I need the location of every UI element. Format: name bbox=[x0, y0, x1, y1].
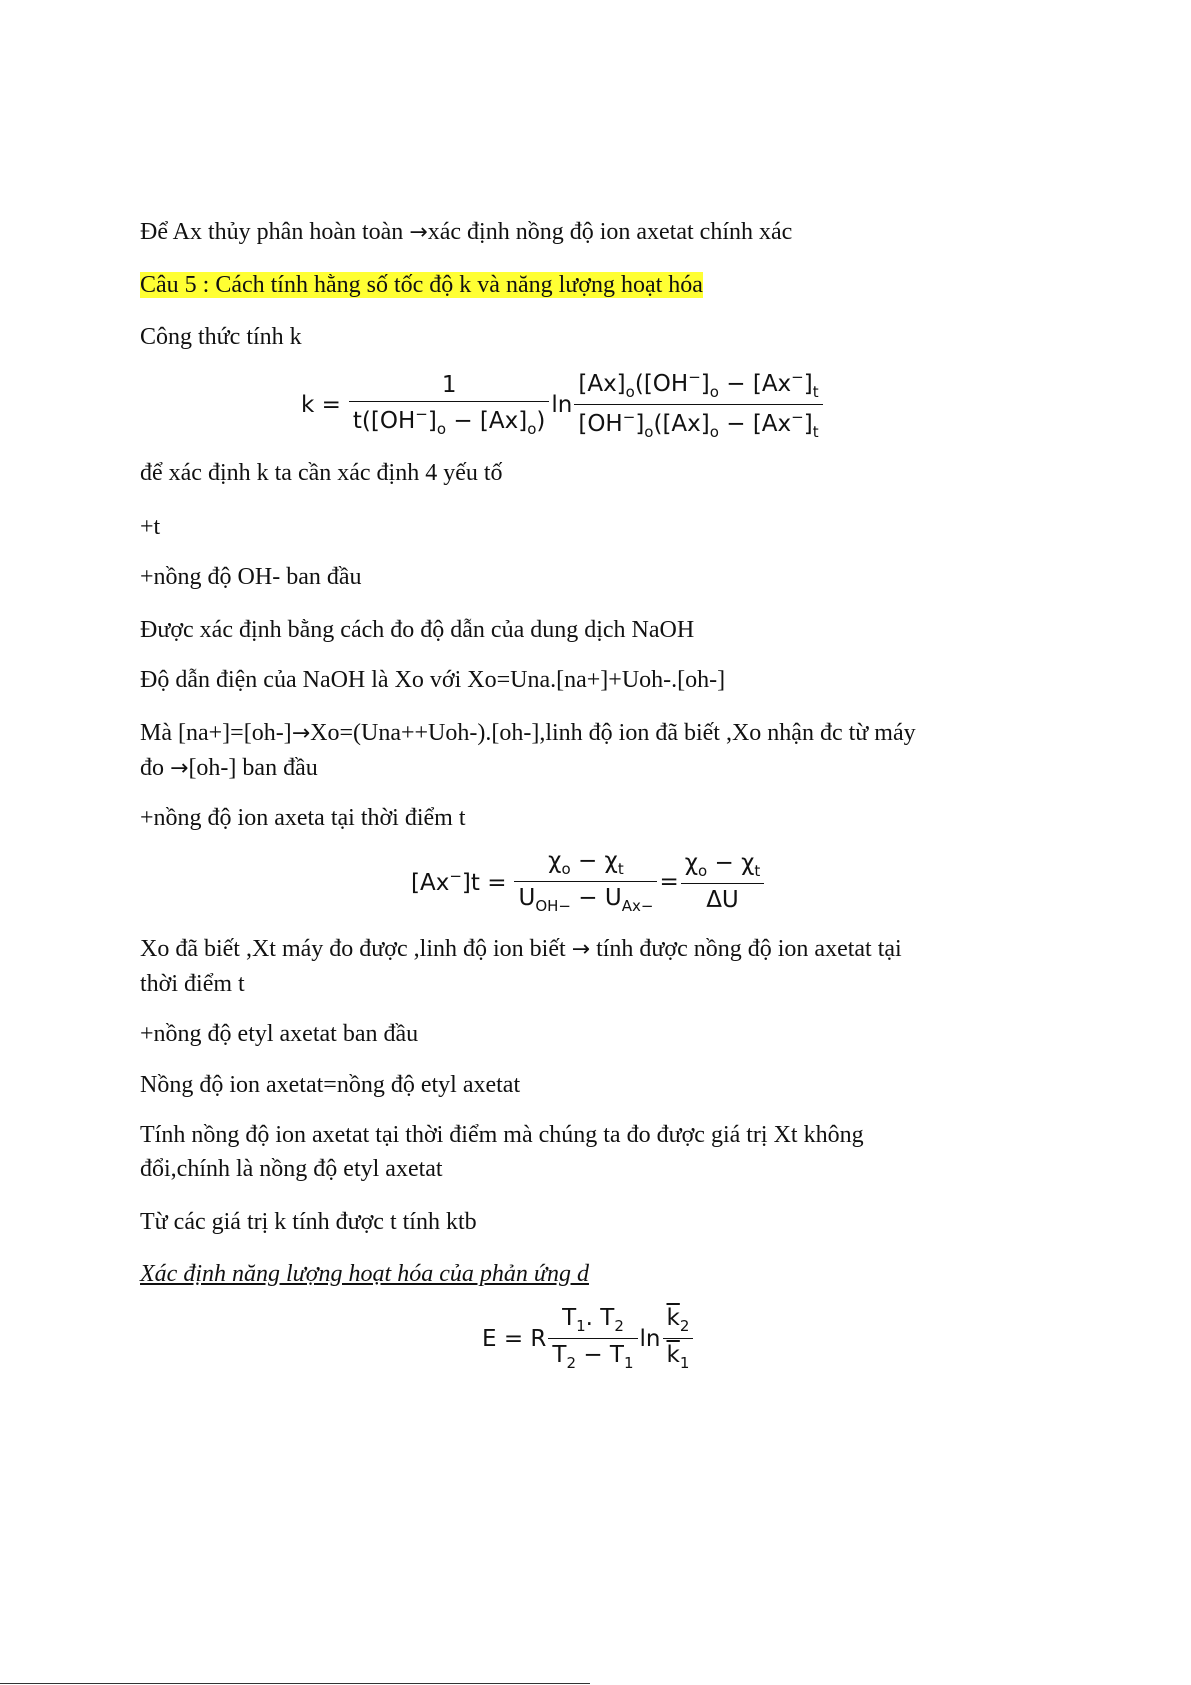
question-heading bbox=[140, 268, 1040, 302]
paragraph-xo-known: Xo đã biết ,Xt máy đo được ,linh độ ion biết → tính được nồng độ ion axetat tại thời điểm t bbox=[140, 936, 902, 997]
paragraph-ktb: Từ các giá trị k tính được t tính ktb bbox=[140, 1209, 477, 1235]
paragraph-oh-initial: +nồng độ OH- ban đầu bbox=[140, 564, 362, 590]
paragraph-four-factors: để xác định k ta cần xác định 4 yếu tố bbox=[140, 460, 503, 486]
formula-rate-constant: k = $\frac{1}{t([OH^-]_o - [Ax]_o)}$ ln $\frac{[Ax]_o([OH^-]_o - [Ax^-]_t}{[OH^-]_o([Ax]_o - [Ax^-]_t}$ bbox=[295, 368, 825, 441]
paragraph-constant-xt: Tính nồng độ ion axetat tại thời điểm mà chúng ta đo được giá trị Xt không đổi,chính là nồng độ etyl axetat bbox=[140, 1122, 864, 1182]
formula-activation-energy: E = R $\frac{T_1. T_2}{T_2 - T_1}$ ln $\frac{\overline{k}_2}{\overline{k}_1}$ bbox=[482, 1305, 695, 1372]
subheading-activation-energy: Xác định năng lượng hoạt hóa của phản ứng d bbox=[140, 1261, 589, 1287]
arrow-icon: → bbox=[291, 721, 311, 746]
fraction-2: $\frac{[Ax]_o([OH^-]_o - [Ax^-]_t}{[OH^-]_o([Ax]_o - [Ax^-]_t}$ bbox=[574, 368, 822, 441]
paragraph-k-formula-intro: Công thức tính k bbox=[140, 324, 302, 350]
paragraph-na-oh-equal: Mà [na+]=[oh-]→Xo=(Una++Uoh-).[oh-],linh độ ion đã biết ,Xo nhận đc từ máy đo →[oh-] ban đầu bbox=[140, 720, 916, 781]
arrow-icon: → bbox=[170, 756, 189, 781]
highlighted-heading-text: Câu 5 : Cách tính hằng số tốc độ k và năng lượng hoạt hóa bbox=[140, 272, 703, 298]
paragraph-acetate-equals-ethyl: Nồng độ ion axetat=nồng độ etyl axetat bbox=[140, 1072, 521, 1098]
fraction-temperature: $\frac{T_1. T_2}{T_2 - T_1}$ bbox=[548, 1305, 637, 1372]
formula-acetate-concentration: [Ax−]t = $\frac{\chi_o - \chi_t}{U_{OH-} - U_{Ax-}}$ = $\frac{\chi_o - \chi_t}{\Delta U}$ bbox=[405, 848, 766, 915]
fraction-chi-over-delta-u: $\frac{\chi_o - \chi_t}{\Delta U}$ bbox=[681, 850, 765, 913]
arrow-icon: → bbox=[409, 220, 428, 245]
paragraph-naoh-measure: Được xác định bằng cách đo độ dẫn của dung dịch NaOH bbox=[140, 617, 695, 643]
fraction-chi-over-u: $\frac{\chi_o - \chi_t}{U_{OH-} - U_{Ax-}}$ bbox=[514, 848, 657, 915]
paragraph-acetate-at-t: +nồng độ ion axeta tại thời điểm t bbox=[140, 805, 466, 831]
paragraph-hydrolysis: Để Ax thủy phân hoàn toàn →xác định nồng độ ion axetat chính xác bbox=[140, 219, 793, 245]
fraction-k-ratio: $\frac{\overline{k}_2}{\overline{k}_1}$ bbox=[663, 1305, 694, 1372]
fraction-1: $\frac{1}{t([OH^-]_o - [Ax]_o)}$ bbox=[349, 372, 549, 438]
arrow-icon: → bbox=[571, 937, 591, 962]
paragraph-naoh-conductivity: Độ dẫn điện của NaOH là Xo với Xo=Una.[na+]+Uoh-.[oh-] bbox=[140, 667, 726, 693]
paragraph-ethyl-acetate-initial: +nồng độ etyl axetat ban đầu bbox=[140, 1021, 419, 1047]
footer-divider bbox=[0, 1683, 590, 1684]
paragraph-t: +t bbox=[140, 514, 161, 540]
